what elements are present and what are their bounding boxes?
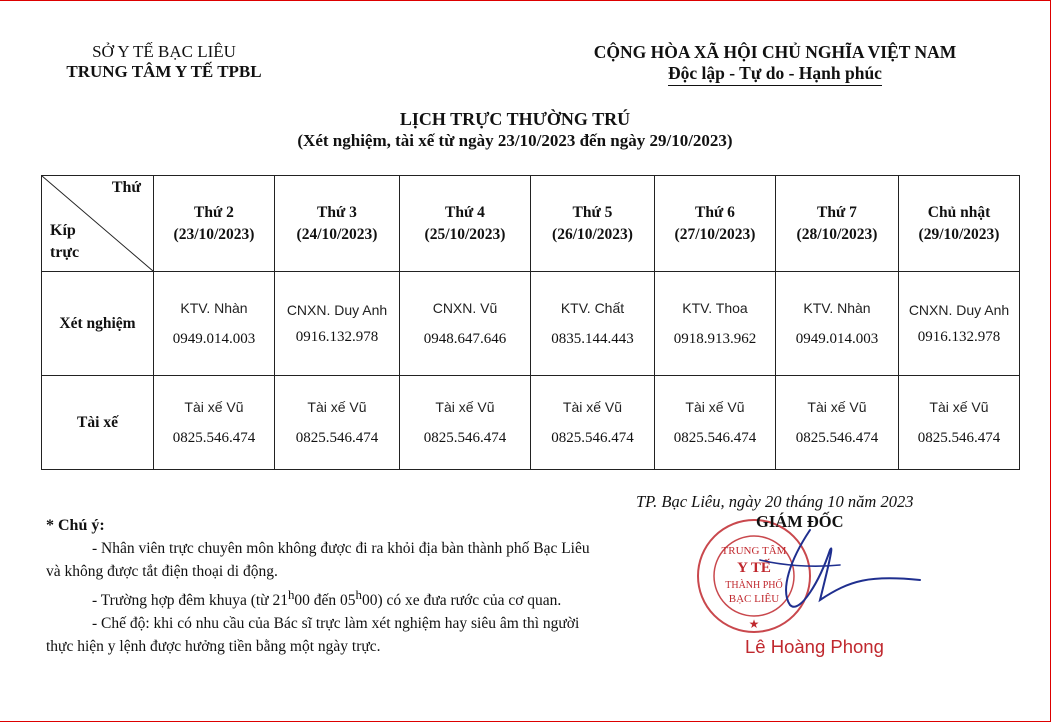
note-3-cont: thực hiện y lệnh được hưởng tiền bằng một ngày trực. bbox=[46, 638, 381, 656]
staff-phone: 0825.546.474 bbox=[917, 430, 1001, 446]
corner-day-label: Thứ bbox=[111, 179, 141, 196]
duty-cell bbox=[154, 272, 275, 376]
notes-heading: * Chú ý: bbox=[46, 517, 105, 534]
note-2-part: 00) có xe đưa rước của cơ quan. bbox=[362, 592, 562, 610]
note-1: - Nhân viên trực chuyên môn không được đi ra khỏi địa bàn thành phố Bạc Liêu bbox=[92, 540, 590, 557]
note-2-sup: h bbox=[355, 587, 362, 602]
table-row-lab bbox=[42, 272, 1020, 376]
staff-phone: 0825.546.474 bbox=[795, 430, 879, 446]
duty-cell bbox=[655, 272, 776, 376]
day-date: (24/10/2023) bbox=[296, 225, 378, 243]
duty-cell bbox=[531, 376, 655, 470]
staff-phone: 0918.913.962 bbox=[673, 331, 757, 347]
day-header bbox=[154, 176, 275, 272]
national-header bbox=[560, 42, 990, 86]
duty-cell bbox=[899, 376, 1020, 470]
table-row-driver bbox=[42, 376, 1020, 470]
corner-shift-label bbox=[50, 220, 100, 264]
staff-phone: 0825.546.474 bbox=[423, 430, 507, 446]
day-date: (26/10/2023) bbox=[552, 225, 633, 243]
seal-line3: THÀNH PHỐ bbox=[725, 580, 783, 591]
staff-name: Tài xế Vũ bbox=[562, 399, 623, 415]
day-name: Chủ nhật bbox=[927, 203, 991, 221]
day-header bbox=[776, 176, 899, 272]
corner-shift-line2: trực bbox=[50, 244, 80, 261]
staff-phone: 0949.014.003 bbox=[172, 331, 256, 347]
duty-cell bbox=[275, 272, 400, 376]
staff-name: Tài xế Vũ bbox=[184, 399, 244, 415]
staff-phone: 0835.144.443 bbox=[551, 331, 634, 347]
staff-phone: 0916.132.978 bbox=[917, 329, 1001, 345]
title-subtitle: (Xét nghiệm, tài xế từ ngày 23/10/2023 đến ngày 29/10/2023) bbox=[297, 131, 733, 150]
note-2-part: 00 đến 05 bbox=[294, 592, 356, 610]
duty-cell bbox=[400, 376, 531, 470]
note-2 bbox=[46, 583, 606, 612]
national-motto: Độc lập - Tự do - Hạnh phúc bbox=[668, 63, 882, 86]
seal-line2: Y TẾ bbox=[737, 560, 771, 576]
row-label: Tài xế bbox=[42, 376, 154, 470]
corner-shift-line1: Kíp bbox=[50, 222, 76, 239]
staff-name: KTV. Thoa bbox=[682, 300, 748, 316]
note-1-cont: và không được tắt điện thoại di động. bbox=[46, 563, 278, 580]
duty-cell bbox=[899, 272, 1020, 376]
seal-star-icon: ★ bbox=[748, 617, 760, 631]
duty-cell bbox=[154, 376, 275, 470]
note-2-part: - Trường hợp đêm khuya (từ 21 bbox=[92, 592, 288, 610]
staff-name: KTV. Nhàn bbox=[803, 300, 871, 316]
agency-header bbox=[40, 42, 288, 82]
document-title bbox=[0, 108, 1030, 152]
day-header bbox=[531, 176, 655, 272]
day-header bbox=[655, 176, 776, 272]
day-name: Thứ 4 bbox=[445, 203, 485, 221]
day-date: (29/10/2023) bbox=[918, 225, 1000, 243]
staff-name: Tài xế Vũ bbox=[435, 399, 495, 415]
country-name: CỘNG HÒA XÃ HỘI CHỦ NGHĨA VIỆT NAM bbox=[593, 42, 957, 62]
day-name: Thứ 5 bbox=[572, 203, 613, 221]
title-main: LỊCH TRỰC THƯỜNG TRÚ bbox=[399, 109, 631, 129]
staff-name: Tài xế Vũ bbox=[929, 399, 989, 415]
table-header-row bbox=[42, 176, 1020, 272]
day-date: (23/10/2023) bbox=[173, 225, 255, 243]
staff-name: Tài xế Vũ bbox=[307, 399, 367, 415]
day-header bbox=[899, 176, 1020, 272]
note-3: - Chế độ: khi có nhu cầu của Bác sĩ trực làm xét nghiệm hay siêu âm thì người bbox=[92, 615, 580, 633]
staff-name: CNXN. Vũ bbox=[432, 300, 498, 316]
duty-cell bbox=[400, 272, 531, 376]
staff-name: Tài xế Vũ bbox=[685, 399, 745, 415]
row-label: Xét nghiệm bbox=[42, 272, 154, 376]
staff-name: KTV. Chất bbox=[560, 300, 625, 316]
ministry-name: SỞ Y TẾ BẠC LIÊU bbox=[92, 42, 236, 61]
signatory-title: GIÁM ĐỐC bbox=[756, 512, 844, 531]
staff-phone: 0916.132.978 bbox=[295, 329, 379, 345]
day-name: Thứ 6 bbox=[695, 203, 735, 221]
handwritten-signature bbox=[720, 520, 940, 640]
seal-line4: BẠC LIÊU bbox=[728, 593, 780, 605]
duty-cell bbox=[776, 272, 899, 376]
duty-cell bbox=[275, 376, 400, 470]
note-2-sup: h bbox=[287, 587, 295, 602]
seal-line1: TRUNG TÂM bbox=[721, 545, 787, 557]
day-date: (28/10/2023) bbox=[796, 225, 878, 243]
staff-name: Tài xế Vũ bbox=[807, 399, 867, 415]
corner-header-cell bbox=[42, 176, 154, 272]
duty-cell bbox=[655, 376, 776, 470]
duty-cell bbox=[776, 376, 899, 470]
day-date: (27/10/2023) bbox=[674, 225, 756, 243]
staff-name: CNXN. Duy Anh bbox=[286, 302, 388, 318]
day-header bbox=[400, 176, 531, 272]
staff-phone: 0825.546.474 bbox=[551, 430, 634, 446]
signature-date: TP. Bạc Liêu, ngày 20 tháng 10 năm 2023 bbox=[636, 492, 914, 511]
day-header bbox=[275, 176, 400, 272]
staff-phone: 0825.546.474 bbox=[295, 430, 379, 446]
agency-name: TRUNG TÂM Y TẾ TPBL bbox=[66, 62, 262, 81]
day-date: (25/10/2023) bbox=[424, 225, 506, 243]
staff-name: KTV. Nhàn bbox=[180, 300, 248, 316]
day-name: Thứ 2 bbox=[194, 203, 234, 221]
notes-section bbox=[46, 514, 606, 658]
staff-phone: 0825.546.474 bbox=[673, 430, 757, 446]
duty-schedule-table bbox=[41, 175, 1020, 470]
signatory-name: Lê Hoàng Phong bbox=[745, 636, 884, 657]
duty-cell bbox=[531, 272, 655, 376]
staff-phone: 0825.546.474 bbox=[172, 430, 256, 446]
staff-name: CNXN. Duy Anh bbox=[908, 302, 1010, 318]
staff-phone: 0949.014.003 bbox=[795, 331, 879, 347]
staff-phone: 0948.647.646 bbox=[423, 331, 507, 347]
day-name: Thứ 7 bbox=[817, 203, 857, 221]
day-name: Thứ 3 bbox=[317, 203, 357, 221]
